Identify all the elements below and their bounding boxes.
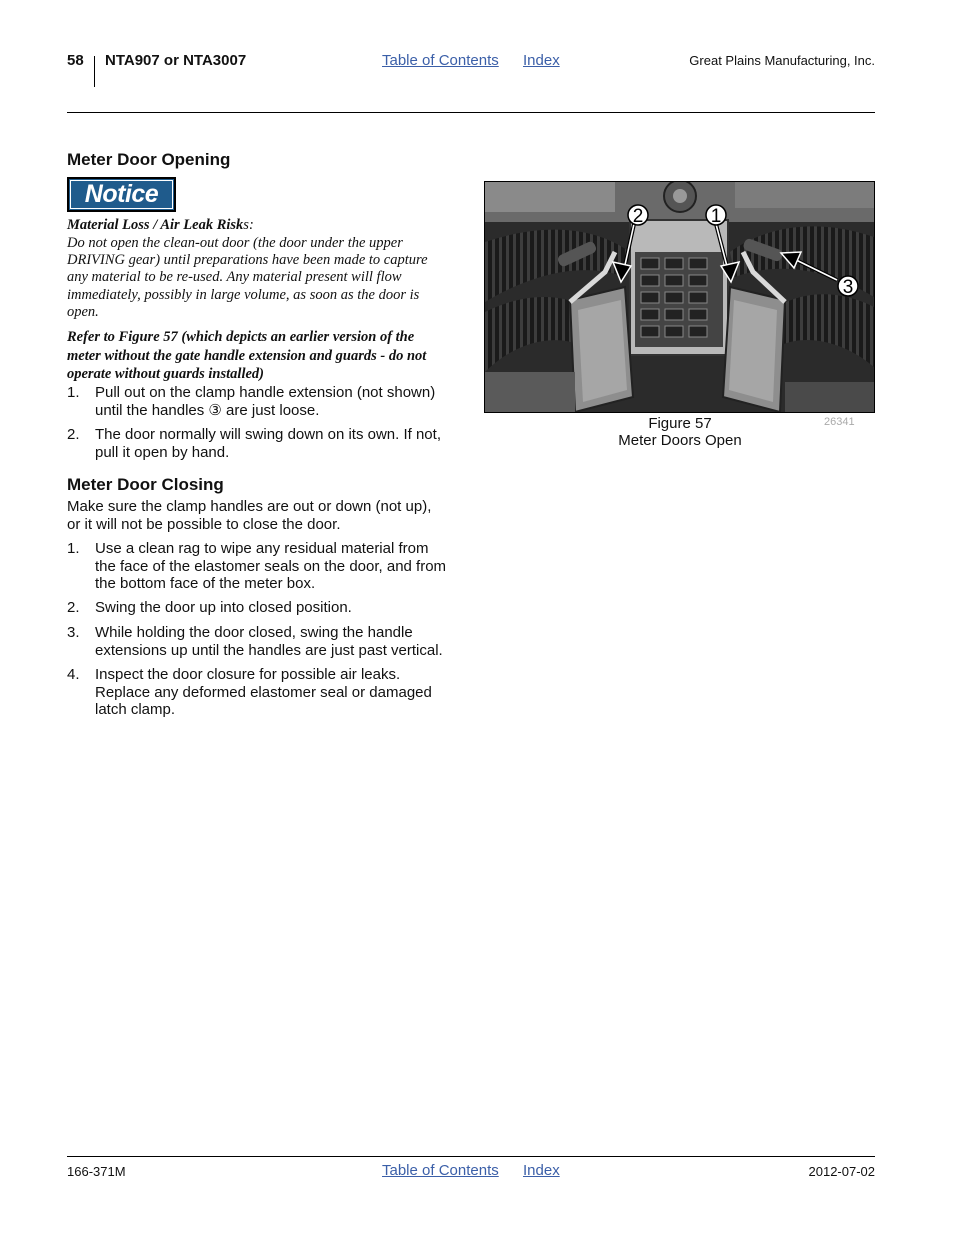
step-line: While holding the door closed, swing the handle bbox=[95, 624, 413, 641]
list-item bbox=[67, 599, 467, 617]
refer-line: operate without guards installed) bbox=[67, 366, 264, 382]
step-line: until the handles ③ are just loose. bbox=[95, 401, 320, 419]
figure-number: Figure 57 bbox=[648, 415, 712, 432]
document-number: 166-371M bbox=[67, 1164, 126, 1179]
step-line: the face of the elastomer seals on the door, and from bbox=[95, 557, 447, 575]
risk-line: Do not open the clean-out door (the door under the upper bbox=[67, 235, 403, 251]
publication-date: 2012-07-02 bbox=[808, 1164, 875, 1179]
list-item bbox=[67, 624, 467, 660]
figure-photo bbox=[484, 181, 875, 413]
step-line: pull it open by hand. bbox=[95, 443, 230, 461]
company-name: Great Plains Manufacturing, Inc. bbox=[689, 53, 875, 68]
figure-image-id: 26341 bbox=[824, 416, 855, 428]
header-divider bbox=[94, 56, 95, 87]
step-line: latch clamp. bbox=[95, 701, 176, 718]
index-link-bottom[interactable]: Index bbox=[523, 1162, 560, 1179]
list-item bbox=[67, 540, 467, 594]
step-number: 2. bbox=[67, 426, 80, 443]
list-item bbox=[67, 384, 467, 420]
intro-line: or it will not be possible to close the door. bbox=[67, 515, 341, 533]
model-name: NTA907 or NTA3007 bbox=[105, 52, 247, 69]
notice-badge bbox=[67, 177, 176, 212]
callout-2-text: 2 bbox=[632, 206, 644, 227]
section-title-closing: Meter Door Closing bbox=[67, 475, 224, 494]
risk-line: DRIVING gear) until preparations have been made to capture bbox=[67, 252, 428, 269]
list-item bbox=[67, 426, 467, 462]
step-line: Pull out on the clamp handle extension (not shown) bbox=[95, 384, 436, 401]
notice-label: Notice bbox=[84, 180, 159, 208]
callout-3-text: 3 bbox=[842, 277, 854, 298]
risk-title-bold: Material Loss / Air Leak Risk bbox=[67, 217, 244, 233]
footer-rule bbox=[67, 1156, 875, 1157]
risk-message bbox=[67, 235, 428, 321]
step-line: Replace any deformed elastomer seal or damaged bbox=[95, 683, 432, 701]
index-link-top[interactable]: Index bbox=[523, 52, 560, 69]
list-item bbox=[67, 666, 467, 720]
step-number: 3. bbox=[67, 624, 80, 641]
page-number: 58 bbox=[67, 52, 84, 69]
refer-line: meter without the gate handle extension and guards - do not bbox=[67, 347, 427, 364]
risk-title-suffix: s: bbox=[243, 217, 254, 233]
refer-line: Refer to Figure 57 (which depicts an earlier version of the bbox=[67, 329, 415, 345]
step-number: 4. bbox=[67, 666, 80, 683]
step-line: The door normally will swing down on its own. If not, bbox=[95, 426, 441, 443]
header-rule bbox=[67, 112, 875, 113]
figure-caption: Meter Doors Open bbox=[618, 432, 742, 449]
closing-intro bbox=[67, 498, 431, 533]
toc-link-bottom[interactable]: Table of Contents bbox=[382, 1162, 499, 1179]
step-line: extensions up until the handles are just past vertical. bbox=[95, 641, 443, 659]
step-line: Use a clean rag to wipe any residual material from bbox=[95, 540, 429, 557]
risk-line: immediately, possibly in large volume, as soon as the door is bbox=[67, 286, 420, 303]
step-number: 1. bbox=[67, 540, 80, 557]
step-line: Inspect the door closure for possible air leaks. bbox=[95, 666, 401, 683]
toc-link-top[interactable]: Table of Contents bbox=[382, 52, 499, 69]
meter-doors-illustration bbox=[485, 182, 874, 412]
step-line: the bottom face of the meter box. bbox=[95, 575, 316, 592]
risk-title bbox=[67, 217, 254, 234]
risk-line: any material to be re-used. Any material present will flow bbox=[67, 269, 402, 286]
step-number: 1. bbox=[67, 384, 80, 401]
step-line: Swing the door up into closed position. bbox=[95, 599, 352, 616]
risk-line: open. bbox=[67, 303, 99, 320]
refer-note bbox=[67, 328, 426, 384]
step-number: 2. bbox=[67, 599, 80, 616]
intro-line: Make sure the clamp handles are out or down (not up), bbox=[67, 498, 432, 515]
callout-1-text: 1 bbox=[710, 206, 722, 227]
section-title-opening: Meter Door Opening bbox=[67, 150, 231, 169]
